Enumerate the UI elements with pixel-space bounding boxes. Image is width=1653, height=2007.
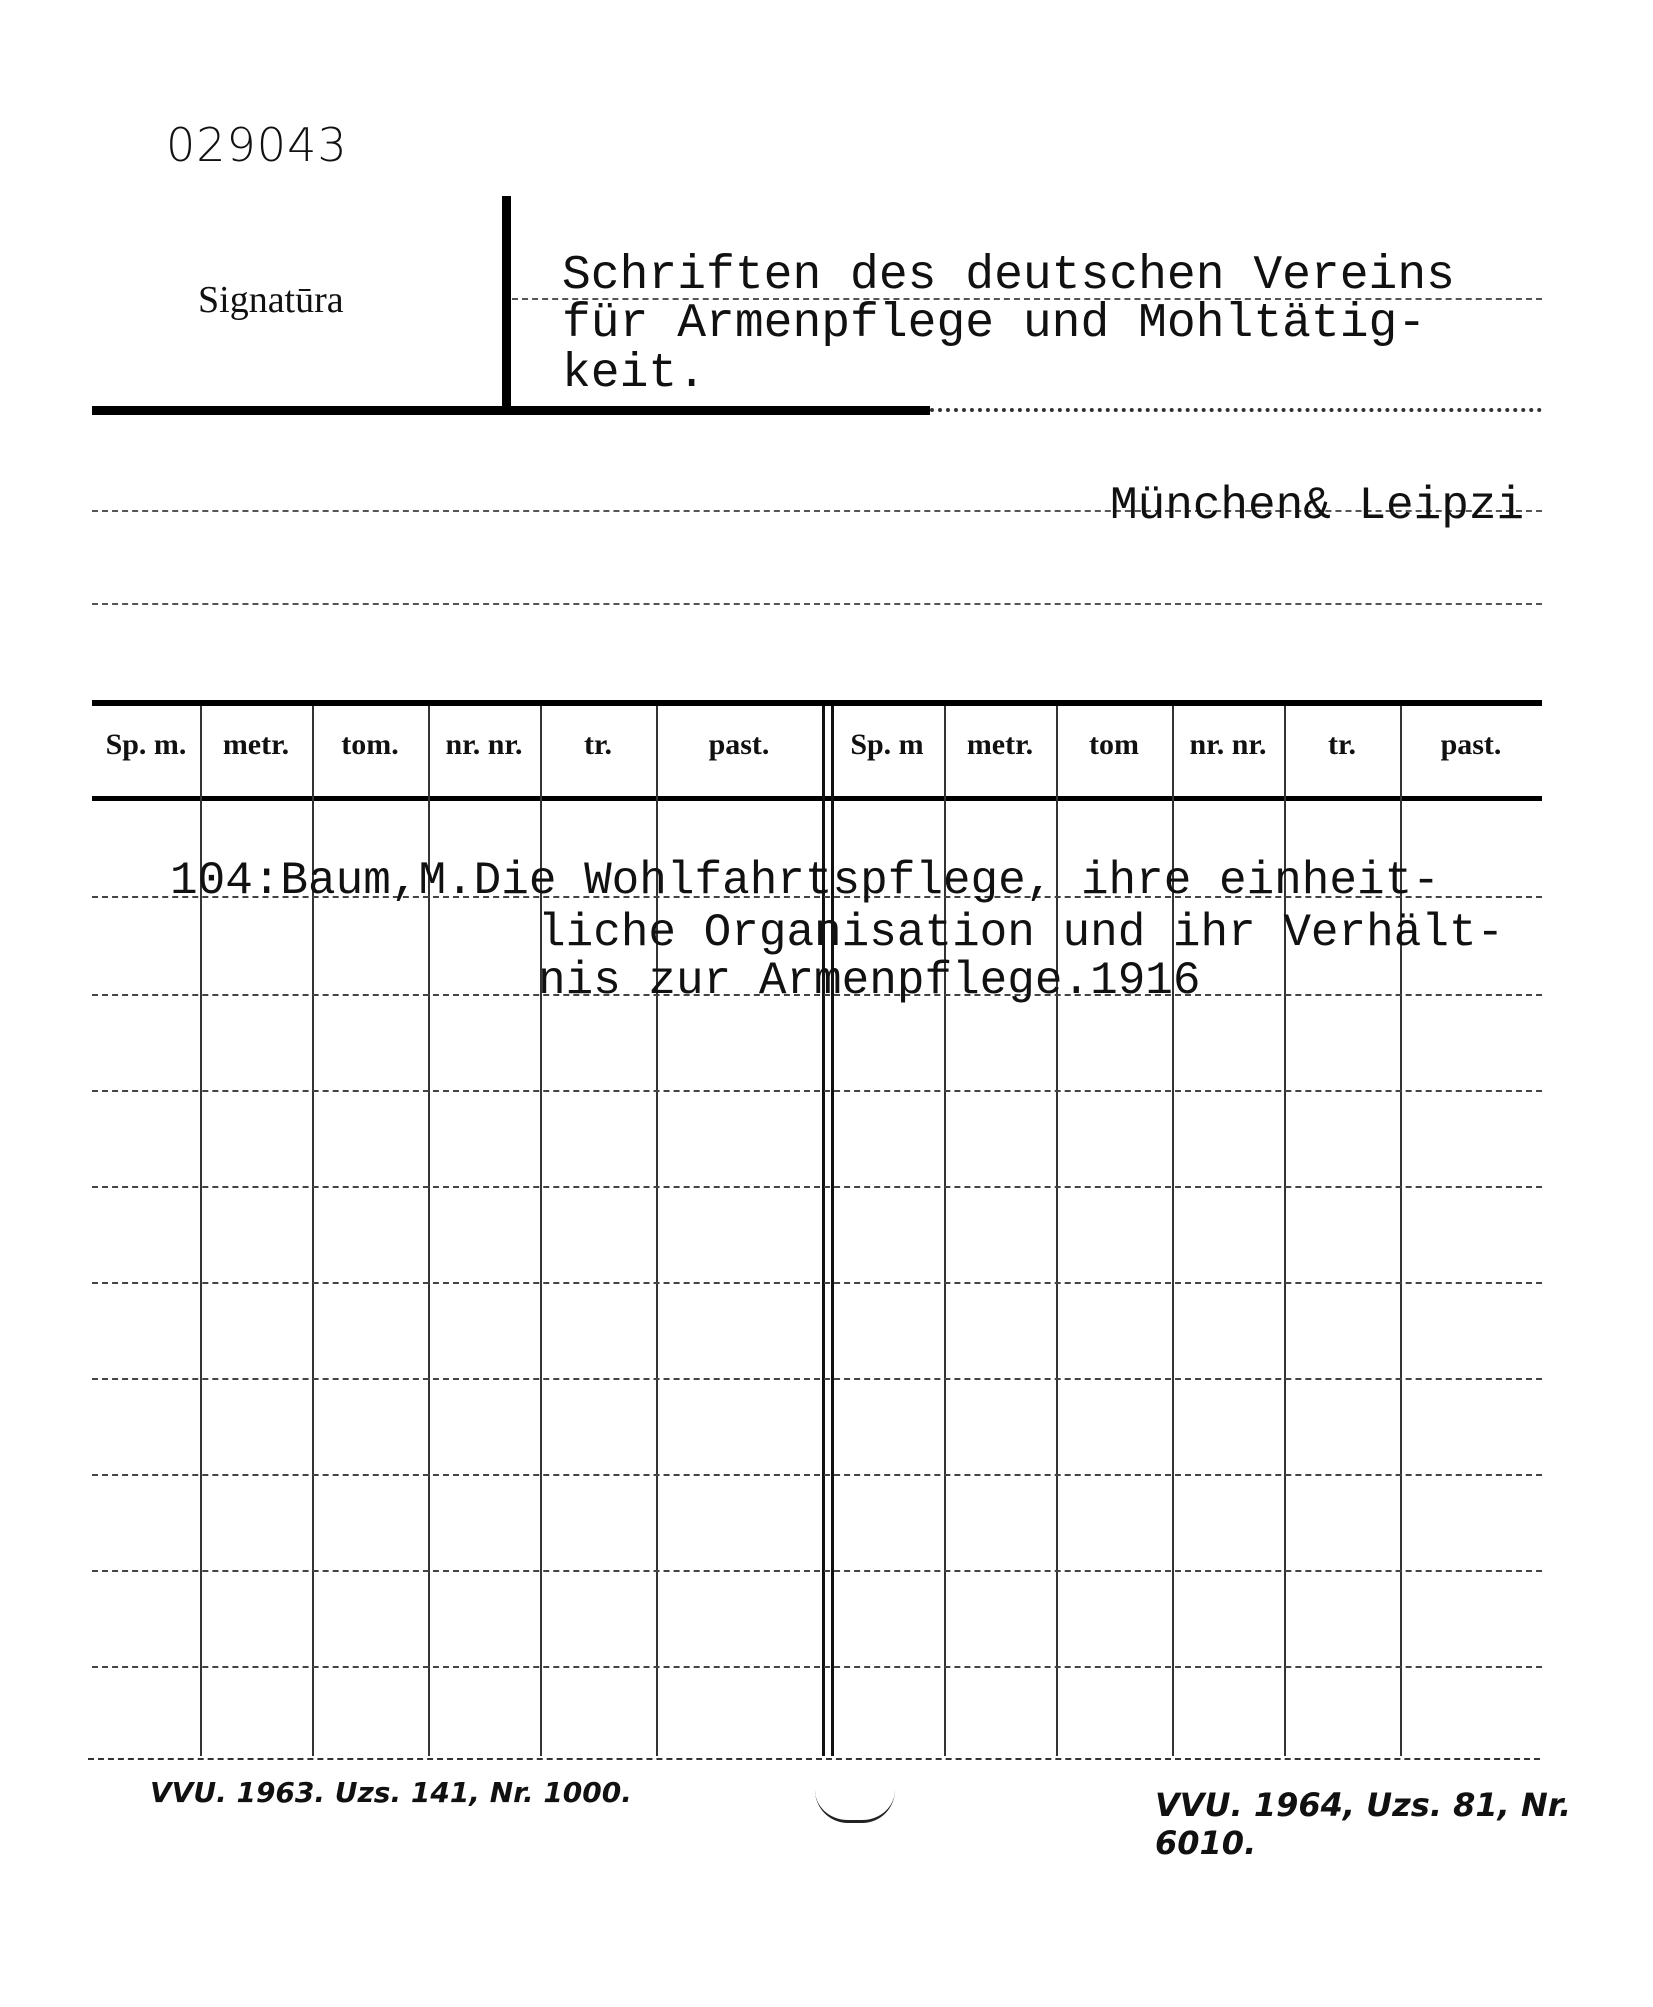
grid-hline [92, 1090, 1542, 1092]
col-header-sp-m-left: Sp. m. [105, 728, 187, 761]
col-header-metr-right: metr. [966, 728, 1034, 761]
entry-line-3: nis zur Armenpflege.1916 [538, 955, 1201, 1007]
table-header-rule [92, 796, 1542, 801]
card-id: 029043 [166, 118, 348, 172]
grid-hline [92, 1186, 1542, 1188]
signature-label: Signatūra [198, 279, 344, 321]
grid-hline [92, 1378, 1542, 1380]
header-rule [92, 406, 930, 415]
title-line-1: Schriften des deutschen Vereins [562, 249, 1455, 303]
col-header-tr-left: tr. [583, 728, 613, 761]
col-header-tr-right: tr. [1327, 728, 1357, 761]
pencil-mark [815, 1790, 895, 1823]
col-header-nr-right: nr. nr. [1189, 728, 1267, 761]
col-header-metr-left: metr. [222, 728, 290, 761]
title-rule [512, 298, 1542, 300]
grid-hline [92, 1282, 1542, 1284]
title-line-2: für Armenpflege und Mohltätig- [562, 297, 1427, 351]
grid-hline [92, 1570, 1542, 1572]
col-header-nr-left: nr. nr. [445, 728, 523, 761]
publication-place: München& Leipzi [1110, 480, 1525, 532]
title-line-3: keit. [562, 347, 707, 401]
header-rule-dotted [930, 408, 1542, 412]
handwritten-note-left: VVU. 1963. Uzs. 141, Nr. 1000. [150, 1776, 632, 1809]
entry-line-2: liche Organisation und ihr Verhält- [538, 907, 1505, 959]
table-top-rule [92, 700, 1542, 706]
col-header-tom-right: tom [1089, 728, 1139, 761]
grid-hline [92, 1666, 1542, 1668]
entry-line-1: 104:Baum,M.Die Wohlfahrtspflege, ihre einheit- [170, 855, 1440, 907]
col-header-past-left: past. [708, 728, 770, 761]
signature-divider [502, 196, 511, 410]
table-bottom-rule [88, 1758, 1540, 1760]
grid-hline [92, 1474, 1542, 1476]
col-header-past-right: past. [1440, 728, 1502, 761]
col-header-tom-left: tom. [341, 728, 399, 761]
handwritten-note-right: VVU. 1964, Uzs. 81, Nr. 6010. [1155, 1786, 1572, 1862]
blank-rule [92, 603, 1542, 605]
col-header-sp-m-right: Sp. m [850, 728, 924, 761]
